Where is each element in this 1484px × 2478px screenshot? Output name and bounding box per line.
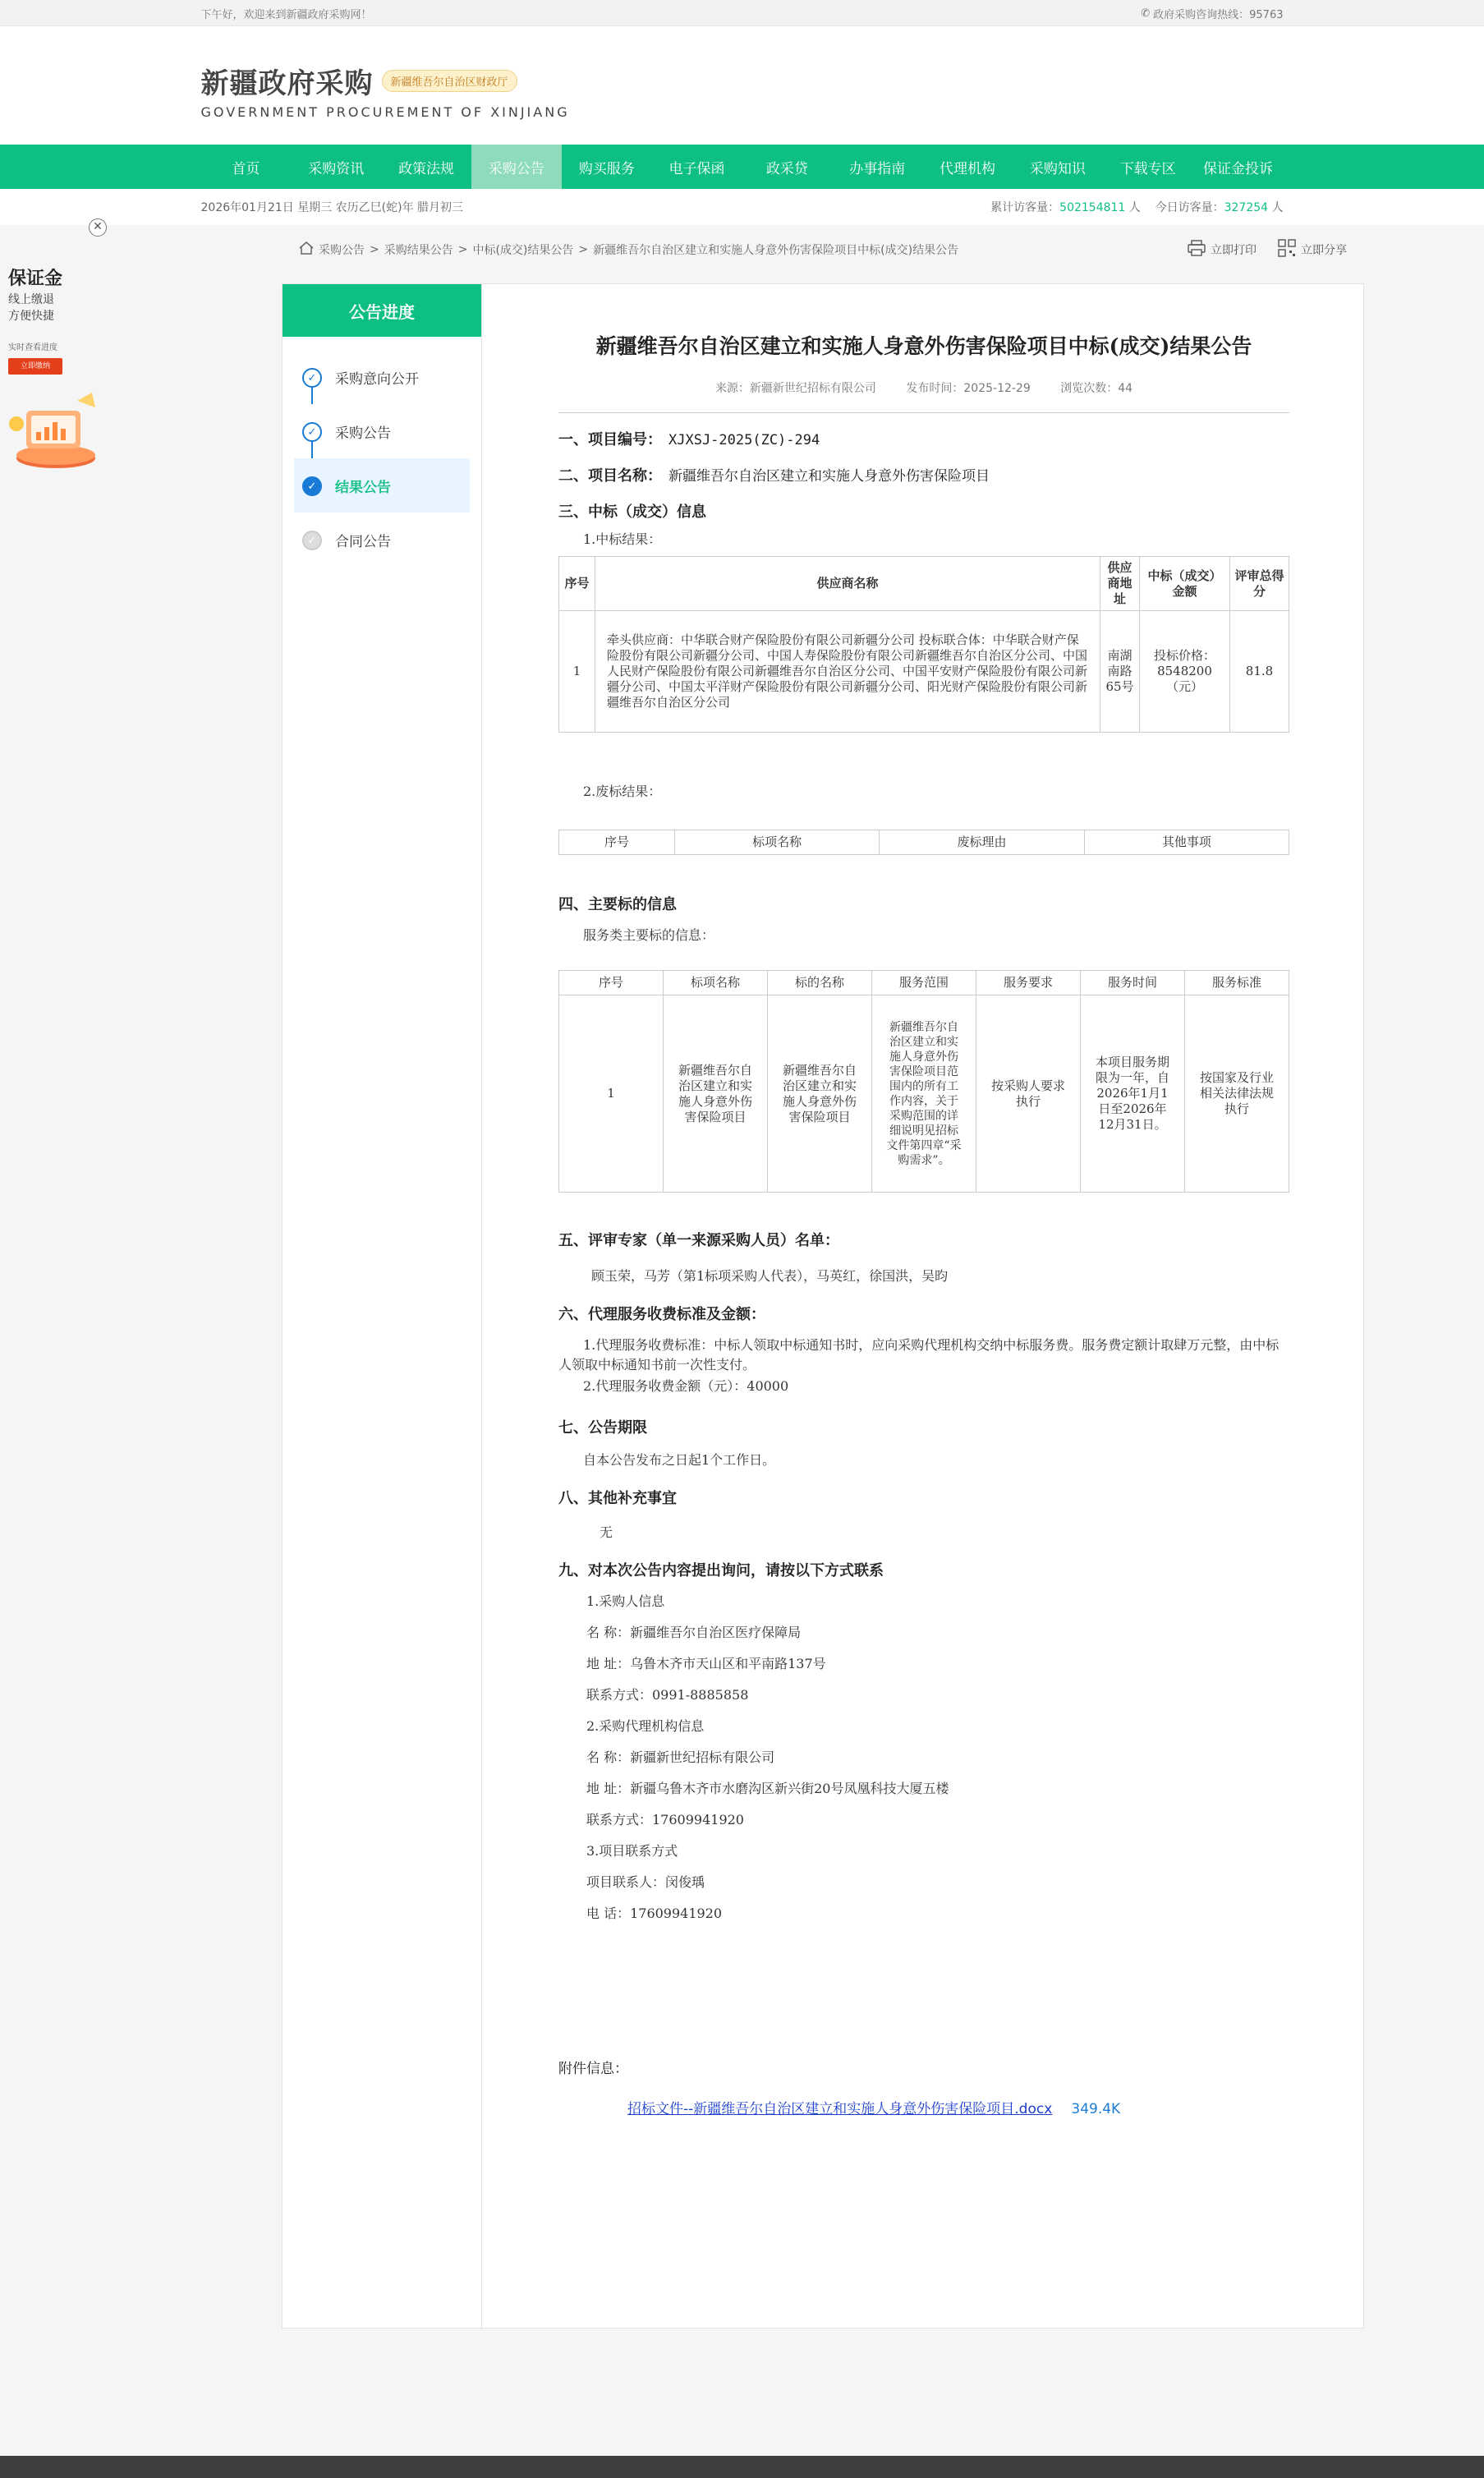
current-date: 2026年01月21日 星期三 农历乙巳(蛇)年 腊月初三: [200, 201, 464, 214]
sidebar-title: 公告进度: [283, 284, 481, 337]
fail-result-table: [558, 830, 1289, 855]
ad-small-text: 实时查看进度: [8, 343, 57, 352]
table-header-row: [559, 830, 1289, 855]
contact-line: 名 称：新疆新世纪招标有限公司: [586, 1749, 775, 1765]
section-heading: 四、主要标的信息: [558, 896, 677, 913]
phone-icon: ✆: [1141, 7, 1151, 20]
contact-line: 3.项目联系方式: [586, 1843, 678, 1859]
contact-line: 地 址：新疆乌鲁木齐市水磨沟区新兴街20号凤凰科技大厦五楼: [586, 1781, 949, 1796]
project-name-value: 新疆维吾尔自治区建立和实施人身意外伤害保险项目: [668, 468, 990, 485]
progress-steps: [283, 350, 481, 567]
table-cell: 新疆维吾尔自治区建立和实施人身意外伤害保险项目: [768, 995, 872, 1193]
check-icon: ✓: [302, 531, 322, 550]
win-result-label: 1.中标结果：: [583, 531, 662, 547]
main-subject-table: [558, 970, 1289, 1193]
fail-result-label: 2.废标结果：: [583, 784, 662, 799]
table-header: 供应商名称: [595, 557, 1100, 611]
breadcrumb: [299, 238, 1367, 261]
attachment-row: [558, 2097, 1289, 2117]
nav-item-8[interactable]: 办事指南: [849, 160, 906, 177]
breadcrumb-item[interactable]: 采购结果公告: [384, 244, 453, 257]
step-intention[interactable]: [283, 350, 481, 404]
contact-line: 项目联系人：闵俊瑀: [586, 1874, 705, 1890]
table-cell: 按国家及行业相关法律法规执行: [1185, 995, 1289, 1193]
today-visitors-value: 327254: [1224, 201, 1269, 214]
nav-item-7[interactable]: 政采贷: [765, 160, 808, 177]
total-visitors-label: 累计访客量：: [990, 201, 1060, 214]
table-header: 废标理由: [880, 830, 1084, 855]
section-heading: 六、代理服务收费标准及金额：: [558, 1306, 765, 1323]
nav-item-11[interactable]: 下载专区: [1119, 160, 1176, 177]
nav-item-10[interactable]: 采购知识: [1029, 160, 1086, 177]
table-header: 供应商地址: [1100, 557, 1140, 611]
step-label: 采购意向公开: [335, 370, 419, 388]
table-header: 序号: [559, 830, 675, 855]
print-label: 立即打印: [1211, 244, 1257, 257]
ad-illustration-icon: [7, 389, 100, 471]
table-cell: 新疆维吾尔自治区建立和实施人身意外伤害保险项目范围内的所有工作内容，关于采购范围的详细说明见招标文件第四章“采购需求”。: [872, 995, 976, 1193]
table-cell: 南湖南路65号: [1100, 611, 1140, 733]
ad-line-2: 方便快捷: [8, 310, 54, 323]
nav-item-2[interactable]: 采购资讯: [308, 160, 365, 177]
contact-line: 联系方式：17609941920: [586, 1812, 744, 1827]
section-heading: 九、对本次公告内容提出询问，请按以下方式联系: [558, 1562, 884, 1579]
supplementary: 无: [600, 1524, 613, 1540]
main-nav: [0, 145, 1484, 189]
announcement-meta: [558, 379, 1289, 396]
notice-period: 自本公告发布之日起1个工作日。: [583, 1452, 776, 1468]
table-header: 序号: [559, 557, 595, 611]
deposit-float-ad[interactable]: [0, 215, 102, 503]
table-header: 服务标准: [1185, 971, 1289, 995]
step-result[interactable]: [294, 458, 470, 513]
table-header: 服务范围: [872, 971, 976, 995]
attachment-link[interactable]: 招标文件--新疆维吾尔自治区建立和实施人身意外伤害保险项目.docx: [627, 2101, 1053, 2117]
nav-item-12[interactable]: 保证金投诉: [1203, 160, 1274, 177]
section-heading: 八、其他补充事宜: [558, 1490, 677, 1507]
table-row: [559, 995, 1289, 1193]
info-row: [0, 189, 1484, 225]
table-header: 服务要求: [976, 971, 1081, 995]
breadcrumb-item: 新疆维吾尔自治区建立和实施人身意外伤害保险项目中标(成交)结果公告: [593, 244, 959, 257]
main-subject-label: 服务类主要标的信息：: [583, 927, 715, 943]
announcement-title: 新疆维吾尔自治区建立和实施人身意外伤害保险项目中标(成交)结果公告: [595, 334, 1252, 358]
announcement-content: [558, 284, 1289, 2117]
printer-icon: [1188, 240, 1206, 260]
divider: [558, 412, 1289, 413]
print-button[interactable]: [1188, 240, 1257, 260]
table-cell: 投标价格：8548200（元）: [1140, 611, 1230, 733]
ad-title: 保证金: [8, 269, 63, 289]
section-heading: 一、项目编号：: [558, 431, 662, 448]
logo-title: 新疆政府采购: [200, 67, 374, 100]
project-number: [558, 428, 1289, 449]
project-number-value: XJXSJ-2025(ZC)-294: [668, 432, 820, 448]
view-count: 浏览次数：44: [1060, 382, 1133, 395]
total-visitors-value: 502154811: [1059, 201, 1126, 214]
fee-amount: 2.代理服务收费金额（元）：40000: [583, 1378, 789, 1394]
win-result-table: [558, 556, 1289, 733]
logo-english: GOVERNMENT PROCUREMENT OF XINJIANG: [200, 104, 570, 120]
table-header: 服务时间: [1081, 971, 1185, 995]
table-cell: 81.8: [1230, 611, 1289, 733]
table-row: [559, 611, 1289, 733]
nav-item-5[interactable]: 购买服务: [578, 160, 635, 177]
contact-line: 电 话：17609941920: [586, 1906, 723, 1921]
table-cell: 1: [559, 995, 664, 1193]
check-icon: ✓: [302, 422, 322, 442]
hotline-text: 政府采购咨询热线：95763: [1153, 8, 1284, 21]
table-header-row: [559, 971, 1289, 995]
table-header: 其他事项: [1084, 830, 1289, 855]
step-label: 合同公告: [335, 533, 391, 550]
site-header: [0, 26, 1484, 145]
site-logo[interactable]: [201, 61, 1284, 101]
contact-line: 联系方式：0991-8885858: [586, 1687, 749, 1703]
main-panel: [282, 283, 1364, 2329]
contact-line: 1.采购人信息: [586, 1593, 665, 1609]
expert-list: 顾玉荣，马芳（第1标项采购人代表），马英红，徐国洪，吴昀: [591, 1268, 949, 1284]
breadcrumb-separator: >: [578, 243, 589, 256]
close-icon[interactable]: ✕: [89, 218, 107, 237]
table-cell: 按采购人要求执行: [976, 995, 1081, 1193]
attachment-label: 附件信息：: [558, 2061, 628, 2077]
nav-item-6[interactable]: 电子保函: [668, 160, 725, 177]
publish-time: 发布时间：2025-12-29: [906, 382, 1031, 395]
breadcrumb-separator: >: [457, 243, 468, 256]
table-header: 标项名称: [664, 971, 768, 995]
contact-line: 2.采购代理机构信息: [586, 1718, 705, 1734]
step-label: 结果公告: [335, 479, 391, 496]
total-visitors-unit: 人: [1128, 201, 1141, 214]
home-icon[interactable]: [299, 241, 314, 258]
welcome-text: 下午好，欢迎来到新疆政府采购网！: [200, 8, 372, 21]
qrcode-icon: [1278, 239, 1296, 260]
breadcrumb-separator: >: [370, 243, 379, 256]
table-header: 标项名称: [674, 830, 879, 855]
breadcrumb-item[interactable]: 中标(成交)结果公告: [472, 244, 574, 257]
table-cell: 新疆维吾尔自治区建立和实施人身意外伤害保险项目: [664, 995, 768, 1193]
contact-line: 名 称：新疆维吾尔自治区医疗保障局: [586, 1625, 802, 1640]
step-label: 采购公告: [335, 425, 391, 442]
table-cell: 1: [559, 611, 595, 733]
breadcrumb-item[interactable]: 采购公告: [319, 244, 365, 257]
today-visitors-unit: 人: [1271, 201, 1284, 214]
ad-pay-button[interactable]: 立即缴纳: [8, 358, 62, 375]
nav-item-1[interactable]: 首页: [232, 160, 260, 177]
visitor-stats: [990, 199, 1283, 215]
project-name: [558, 464, 1289, 485]
nav-item-4[interactable]: 采购公告: [471, 145, 562, 189]
table-header: 序号: [559, 971, 664, 995]
table-header: 标的名称: [768, 971, 872, 995]
page-footer: [0, 2456, 1484, 2478]
step-announcement[interactable]: [283, 404, 481, 458]
table-header: 中标（成交）金额: [1140, 557, 1230, 611]
check-icon: ✓: [302, 476, 322, 496]
table-cell: 本项目服务期限为一年，自2026年1月1日至2026年12月31日。: [1081, 995, 1185, 1193]
logo-badge: 新疆维吾尔自治区财政厅: [382, 70, 517, 92]
share-label: 立即分享: [1301, 244, 1347, 257]
section-heading: 三、中标（成交）信息: [558, 503, 706, 521]
source: 来源：新疆新世纪招标有限公司: [714, 382, 876, 395]
section-heading: 七、公告期限: [558, 1419, 647, 1437]
hotline: [1141, 6, 1283, 21]
check-icon: ✓: [302, 368, 322, 388]
section-heading: 五、评审专家（单一来源采购人员）名单：: [558, 1232, 839, 1249]
table-header: 评审总得分: [1230, 557, 1289, 611]
attachment-size: 349.4K: [1071, 2101, 1121, 2117]
table-cell: 牵头供应商：中华联合财产保险股份有限公司新疆分公司 投标联合体：中华联合财产保险股份有限公司新疆分公司、中国人寿保险股份有限公司新疆维吾尔自治区分公司、中国人民财产保险股份有限公司新疆维吾尔自治区分公司、中国平安财产保险股份有限公司新疆分公司、中国太平洋财产保险股份有限公司新疆分公司、阳光财产保险股份有限公司新疆维吾尔自治区分公司: [595, 611, 1100, 733]
top-bar: [0, 0, 1484, 26]
share-button[interactable]: [1278, 239, 1347, 260]
contact-line: 地 址：乌鲁木齐市天山区和平南路137号: [586, 1656, 826, 1671]
table-header-row: [559, 557, 1289, 611]
step-contract[interactable]: [283, 513, 481, 567]
today-visitors-label: 今日访客量：: [1155, 201, 1224, 214]
contact-info: [558, 1592, 1289, 1924]
progress-sidebar: [283, 284, 482, 2328]
nav-item-9[interactable]: 代理机构: [940, 160, 996, 177]
section-heading: 二、项目名称：: [558, 467, 662, 485]
nav-item-3[interactable]: 政策法规: [398, 160, 455, 177]
ad-line-1: 线上缴退: [8, 293, 54, 306]
fee-standard: 1.代理服务收费标准：中标人领取中标通知书时，应向采购代理机构交纳中标服务费。服务费定额计取肆万元整，由中标人领取中标通知书前一次性支付。: [558, 1337, 1280, 1372]
